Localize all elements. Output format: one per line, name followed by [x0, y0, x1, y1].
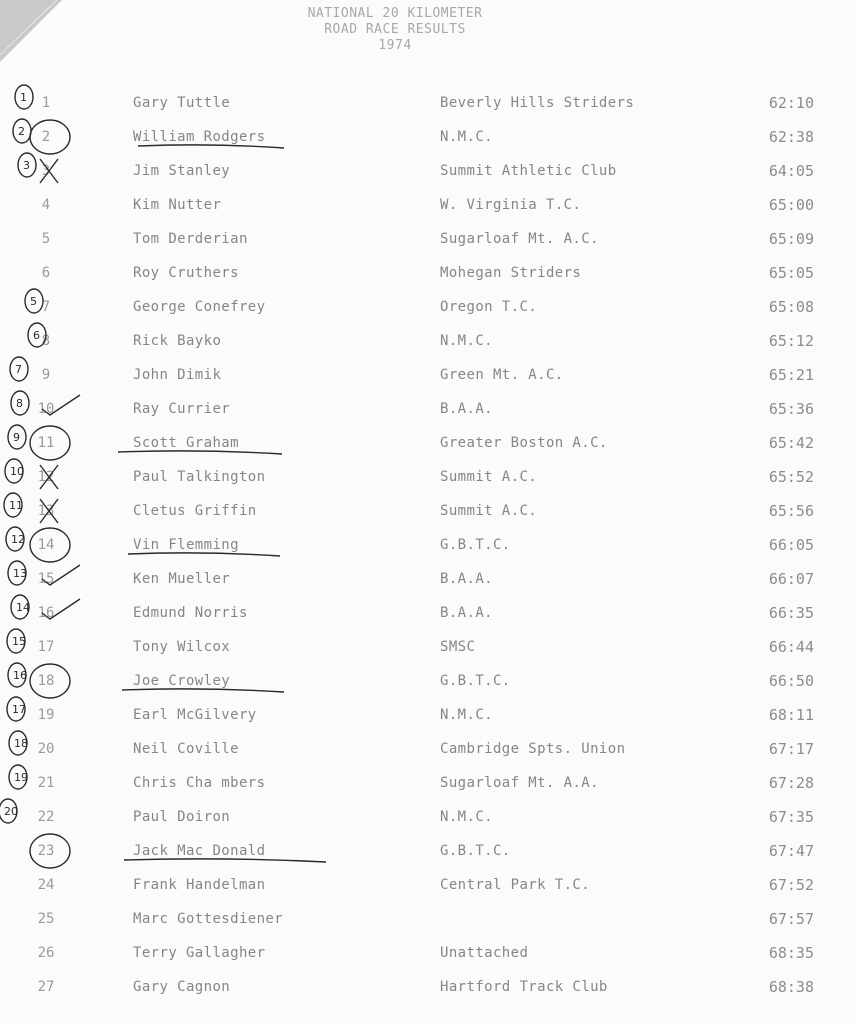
club-name: Mohegan Striders	[440, 265, 582, 281]
score-mark-label: 17	[12, 703, 26, 716]
score-mark-label: 5	[30, 295, 37, 308]
runner-name: Terry Gallagher	[133, 945, 266, 961]
result-row	[0, 154, 855, 188]
runner-name: Scott Graham	[133, 435, 239, 451]
club-name: SMSC	[440, 639, 476, 655]
finish-time: 68:38	[768, 978, 814, 996]
finish-time: 68:35	[768, 944, 814, 962]
place-number: 16	[37, 605, 55, 621]
runner-name: Neil Coville	[133, 741, 239, 757]
place-number: 15	[37, 571, 55, 587]
result-row	[0, 936, 855, 970]
result-row	[0, 358, 855, 392]
club-name: G.B.T.C.	[440, 673, 511, 689]
finish-time: 65:52	[768, 468, 814, 486]
finish-time: 68:11	[768, 706, 814, 724]
club-name: Beverly Hills Striders	[440, 95, 635, 111]
finish-time: 65:00	[768, 196, 814, 214]
finish-time: 67:35	[768, 808, 814, 826]
score-mark-label: 6	[33, 329, 40, 342]
runner-name: Vin Flemming	[133, 537, 239, 553]
result-row	[0, 392, 855, 426]
score-mark-label: 19	[14, 771, 28, 784]
club-name: G.B.T.C.	[440, 537, 511, 553]
result-row	[0, 562, 855, 596]
club-name: N.M.C.	[440, 129, 493, 145]
score-mark-label: 11	[9, 499, 23, 512]
score-mark-label: 9	[13, 431, 20, 444]
finish-time: 65:08	[768, 298, 814, 316]
score-mark-label: 13	[13, 567, 27, 580]
document-header	[255, 6, 535, 54]
finish-time: 66:50	[768, 672, 814, 690]
score-mark-label: 7	[15, 363, 22, 376]
place-number: 21	[37, 775, 55, 791]
club-name: N.M.C.	[440, 707, 493, 723]
runner-name: Ray Currier	[133, 401, 231, 417]
club-name: N.M.C.	[440, 809, 493, 825]
score-mark-label: 1	[20, 91, 27, 104]
score-mark-label: 20	[4, 805, 18, 818]
finish-time: 62:10	[768, 94, 814, 112]
score-mark-label: 18	[14, 737, 28, 750]
club-name: Oregon T.C.	[440, 299, 538, 315]
club-name: B.A.A.	[440, 605, 493, 621]
club-name: Summit A.C.	[440, 503, 538, 519]
finish-time: 65:56	[768, 502, 814, 520]
result-row	[0, 256, 855, 290]
runner-name: William Rodgers	[133, 129, 266, 145]
runner-name: Cletus Griffin	[133, 503, 257, 519]
place-number: 22	[37, 809, 55, 825]
club-name: W. Virginia T.C.	[440, 197, 582, 213]
club-name: Hartford Track Club	[440, 979, 608, 995]
result-row	[0, 766, 855, 800]
result-row	[0, 834, 855, 868]
folded-corner	[0, 0, 62, 62]
place-number: 20	[37, 741, 55, 757]
runner-name: Paul Talkington	[133, 469, 266, 485]
finish-time: 67:52	[768, 876, 814, 894]
club-name: Cambridge Spts. Union	[440, 741, 626, 757]
finish-time: 64:05	[768, 162, 814, 180]
result-row	[0, 188, 855, 222]
finish-time: 65:12	[768, 332, 814, 350]
result-row	[0, 290, 855, 324]
place-number: 27	[37, 979, 55, 995]
result-row	[0, 664, 855, 698]
header-line-2: ROAD RACE RESULTS	[324, 22, 466, 37]
score-mark-label: 14	[16, 601, 30, 614]
result-row	[0, 528, 855, 562]
club-name: Unattached	[440, 945, 529, 961]
finish-time: 65:09	[768, 230, 814, 248]
finish-time: 65:05	[768, 264, 814, 282]
place-number: 6	[41, 265, 51, 281]
runner-name: Gary Cagnon	[133, 979, 231, 995]
runner-name: Earl McGilvery	[133, 707, 257, 723]
club-name: Sugarloaf Mt. A.A.	[440, 775, 599, 791]
club-name: Summit A.C.	[440, 469, 538, 485]
finish-time: 65:36	[768, 400, 814, 418]
score-mark-label: 2	[18, 125, 25, 138]
place-number: 3	[41, 163, 51, 179]
finish-time: 62:38	[768, 128, 814, 146]
finish-time: 66:05	[768, 536, 814, 554]
place-number: 4	[41, 197, 51, 213]
runner-name: Tony Wilcox	[133, 639, 231, 655]
score-mark-label: 3	[23, 159, 30, 172]
place-number: 14	[37, 537, 55, 553]
place-number: 9	[41, 367, 51, 383]
runner-name: Marc Gottesdiener	[133, 911, 284, 927]
club-name: B.A.A.	[440, 571, 493, 587]
runner-name: John Dimik	[133, 367, 222, 383]
place-number: 18	[37, 673, 55, 689]
runner-name: Edmund Norris	[133, 605, 248, 621]
runner-name: Paul Doiron	[133, 809, 231, 825]
place-number: 13	[37, 503, 55, 519]
result-row	[0, 596, 855, 630]
result-row	[0, 120, 855, 154]
runner-name: George Conefrey	[133, 299, 266, 315]
runner-name: Jim Stanley	[133, 163, 231, 179]
header-line-1: NATIONAL 20 KILOMETER	[307, 6, 483, 21]
result-row	[0, 800, 855, 834]
place-number: 19	[37, 707, 55, 723]
finish-time: 67:17	[768, 740, 814, 758]
finish-time: 65:21	[768, 366, 814, 384]
header-line-3: 1974	[378, 38, 412, 53]
finish-time: 66:35	[768, 604, 814, 622]
finish-time: 66:07	[768, 570, 814, 588]
score-mark-label: 15	[12, 635, 26, 648]
runner-name: Kim Nutter	[133, 197, 222, 213]
result-row	[0, 630, 855, 664]
result-row	[0, 868, 855, 902]
result-row	[0, 698, 855, 732]
result-row	[0, 426, 855, 460]
club-name: Central Park T.C.	[440, 877, 591, 893]
place-number: 25	[37, 911, 55, 927]
result-row	[0, 86, 855, 120]
runner-name: Ken Mueller	[133, 571, 231, 587]
place-number: 17	[37, 639, 55, 655]
club-name: Sugarloaf Mt. A.C.	[440, 231, 599, 247]
runner-name: Roy Cruthers	[133, 265, 239, 281]
finish-time: 67:28	[768, 774, 814, 792]
runner-name: Chris Cha mbers	[133, 775, 266, 791]
result-row	[0, 494, 855, 528]
score-mark-label: 8	[16, 397, 23, 410]
place-number: 8	[41, 333, 51, 349]
runner-name: Rick Bayko	[133, 333, 222, 349]
club-name: G.B.T.C.	[440, 843, 511, 859]
place-number: 10	[37, 401, 55, 417]
runner-name: Tom Derderian	[133, 231, 248, 247]
finish-time: 66:44	[768, 638, 814, 656]
finish-time: 67:57	[768, 910, 814, 928]
place-number: 2	[41, 129, 51, 145]
runner-name: Gary Tuttle	[133, 95, 231, 111]
place-number: 26	[37, 945, 55, 961]
place-number: 5	[41, 231, 51, 247]
place-number: 7	[41, 299, 51, 315]
place-number: 1	[41, 95, 51, 111]
result-row	[0, 324, 855, 358]
club-name: Greater Boston A.C.	[440, 435, 608, 451]
score-mark-label: 10	[10, 465, 24, 478]
result-row	[0, 732, 855, 766]
club-name: Summit Athletic Club	[440, 163, 617, 179]
result-row	[0, 902, 855, 936]
club-name: B.A.A.	[440, 401, 493, 417]
runner-name: Jack Mac Donald	[133, 843, 266, 859]
finish-time: 65:42	[768, 434, 814, 452]
result-row	[0, 222, 855, 256]
score-mark-label: 16	[13, 669, 27, 682]
result-row	[0, 460, 855, 494]
place-number: 24	[37, 877, 55, 893]
place-number: 23	[37, 843, 55, 859]
runner-name: Joe Crowley	[133, 673, 231, 689]
place-number: 11	[37, 435, 55, 451]
club-name: N.M.C.	[440, 333, 493, 349]
runner-name: Frank Handelman	[133, 877, 266, 893]
place-number: 12	[37, 469, 55, 485]
club-name: Green Mt. A.C.	[440, 367, 564, 383]
finish-time: 67:47	[768, 842, 814, 860]
result-row	[0, 970, 855, 1004]
score-mark-label: 12	[11, 533, 25, 546]
